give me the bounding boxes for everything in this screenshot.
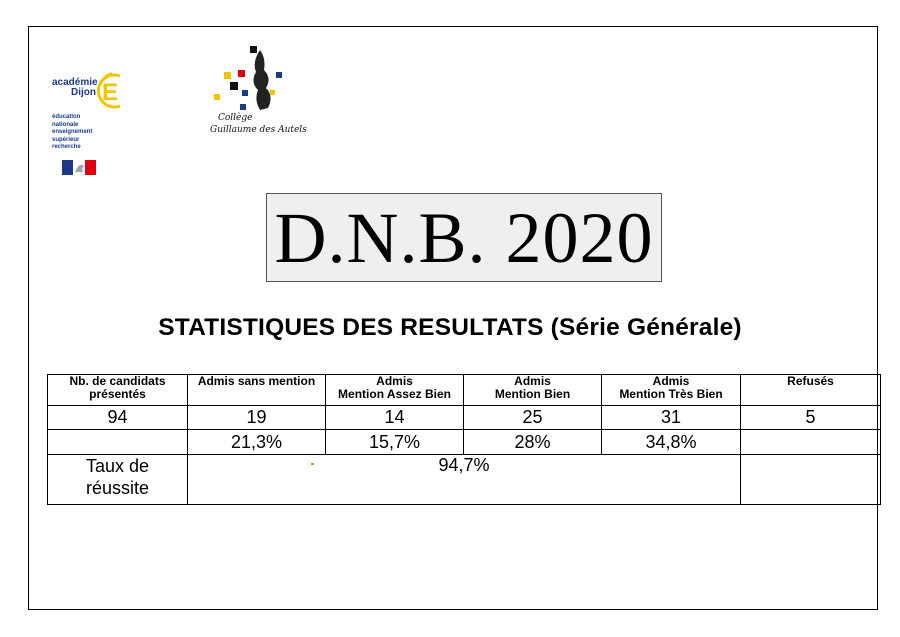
taux-empty-cell: [741, 455, 881, 505]
taux-label: Taux de réussite: [48, 455, 188, 505]
table-row-counts: [48, 406, 881, 430]
table-row-taux: [48, 455, 881, 505]
academie-subtitle: éducation nationale enseignement supérieur recherche: [52, 114, 93, 150]
results-table: [47, 374, 881, 505]
pct-refuses: [741, 430, 881, 455]
table-header-row: [48, 375, 881, 406]
header-tres-bien: Admis Mention Très Bien: [602, 375, 741, 406]
taux-value: 94,7%: [188, 455, 741, 505]
pct-tres-bien: 34,8%: [602, 430, 741, 455]
header-candidats: Nb. de candidats présentés: [48, 375, 188, 406]
exam-title-box: [266, 193, 662, 282]
cell-sans-mention: 19: [188, 406, 326, 430]
college-mosaic-figure-icon: [200, 44, 310, 116]
college-logo: [200, 44, 310, 154]
college-name: Collège Guillaume des Autels: [210, 113, 307, 135]
header-sans-mention: Admis sans mention: [188, 375, 326, 406]
marianne-flag-icon: [62, 160, 96, 175]
academie-name: académie Dijon: [52, 77, 98, 98]
pct-sans-mention: 21,3%: [188, 430, 326, 455]
academie-logo: [52, 66, 142, 186]
pct-candidats: [48, 430, 188, 455]
cell-candidats: 94: [48, 406, 188, 430]
scan-speck: [311, 463, 314, 465]
svg-text:E: E: [102, 79, 119, 106]
pct-assez-bien: 15,7%: [326, 430, 464, 455]
cell-bien: 25: [464, 406, 602, 430]
pct-bien: 28%: [464, 430, 602, 455]
cell-tres-bien: 31: [602, 406, 741, 430]
academie-e-icon: [94, 66, 128, 112]
table-row-percentages: [48, 430, 881, 455]
exam-title: D.N.B. 2020: [274, 198, 654, 278]
results-subtitle: STATISTIQUES DES RESULTATS (Série Générale): [158, 314, 742, 341]
cell-assez-bien: 14: [326, 406, 464, 430]
header-bien: Admis Mention Bien: [464, 375, 602, 406]
header-assez-bien: Admis Mention Assez Bien: [326, 375, 464, 406]
header-refuses: Refusés: [741, 375, 881, 406]
cell-refuses: 5: [741, 406, 881, 430]
